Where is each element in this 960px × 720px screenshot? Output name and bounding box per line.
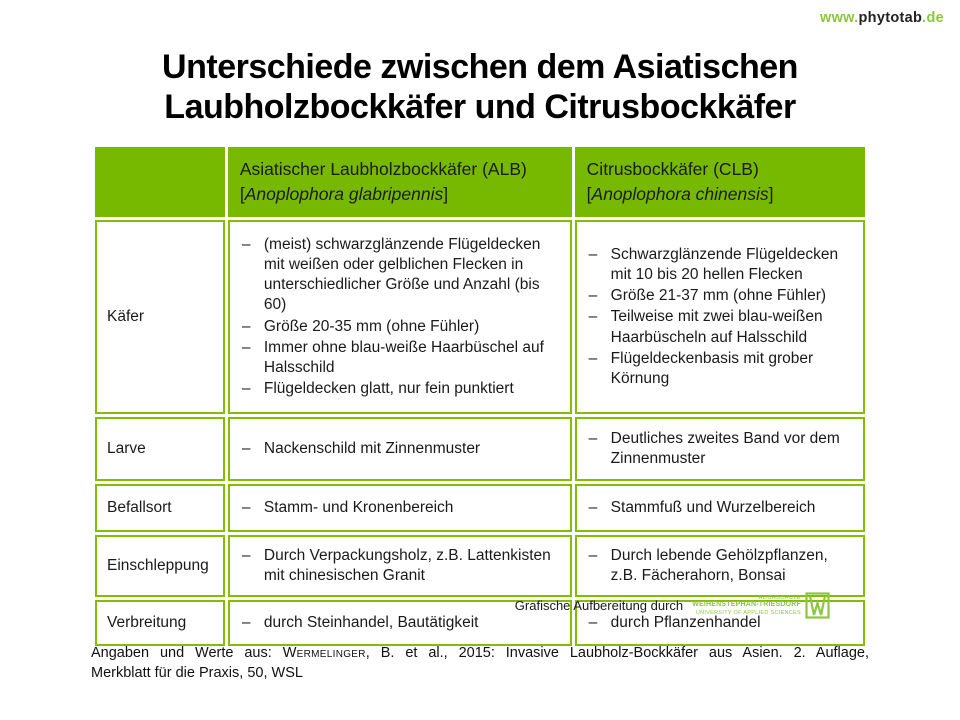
alb-title: Asiatischer Laubholzbockkäfer (ALB) <box>239 159 527 180</box>
list-item: – Nackenschild mit Zinnenmuster <box>238 439 562 459</box>
dash-bullet: – <box>588 349 598 367</box>
comparison-table <box>92 144 868 649</box>
row-label-kaefer: Käfer <box>95 220 225 414</box>
row-label-befallsort: Befallsort <box>95 484 225 532</box>
credit-text: Grafische Aufbereitung durch <box>514 598 684 613</box>
page-title <box>0 47 960 127</box>
table-row-larve <box>95 417 865 481</box>
hswt-logo-line3: UNIVERSITY OF APPLIED SCIENCES <box>695 609 801 616</box>
kaefer-clb-cell <box>575 220 865 414</box>
hswt-logo-line2: WEIHENSTEPHAN-TRIESDORF <box>692 601 801 609</box>
page-title-line2: Laubholzbockkäfer und Citrusbockkäfer <box>164 88 796 126</box>
table-row-befallsort <box>95 484 865 532</box>
hswt-logo <box>692 592 830 619</box>
dash-bullet: – <box>588 498 598 516</box>
site-url-link[interactable] <box>820 10 944 26</box>
list-item: – (meist) schwarzglänzende Flügeldecken mit weißen oder gelblichen Flecken in unterschiedlicher Größe und Anzahl (bis 60) <box>238 235 562 316</box>
larve-clb-cell <box>575 417 865 481</box>
dash-bullet: – <box>588 613 598 631</box>
hswt-logo-line1: HOCHSCHULE <box>758 594 801 601</box>
citation-prefix: Angaben und Werte aus: <box>91 645 283 661</box>
row-label-einschleppung: Einschleppung <box>95 535 225 597</box>
clb-species: Anoplophora chinensis <box>591 184 769 204</box>
url-name: phytotab <box>858 10 923 26</box>
hswt-w-icon <box>805 592 830 619</box>
citation-line1 <box>91 643 869 663</box>
list-item: – Flügeldeckenbasis mit grober Körnung <box>585 349 855 389</box>
list-item: – Größe 20-35 mm (ohne Fühler) <box>238 317 562 337</box>
citation-author: Wermelinger <box>282 645 366 661</box>
dash-bullet: – <box>241 379 251 397</box>
hswt-logo-text <box>692 595 801 617</box>
dash-bullet: – <box>588 546 598 564</box>
list-item: – Stamm- und Kronenbereich <box>238 498 562 518</box>
header-alb-cell <box>228 147 572 217</box>
page-title-line1: Unterschiede zwischen dem Asiatischen <box>162 48 798 86</box>
befallsort-alb-cell <box>228 484 572 532</box>
alb-species: Anoplophora glabripennis <box>244 184 444 204</box>
citation-rest: , B. et al., 2015: Invasive Laubholz-Bockkäfer aus Asien. 2. Auflage, <box>365 645 869 661</box>
table-row-kaefer <box>95 220 865 414</box>
einschleppung-clb-cell <box>575 535 865 597</box>
dash-bullet: – <box>241 235 251 253</box>
clb-title: Citrusbockkäfer (CLB) <box>586 159 759 180</box>
dash-bullet: – <box>588 246 598 263</box>
list-item: – Teilweise mit zwei blau-weißen Haarbüscheln auf Halsschild <box>585 307 855 347</box>
table-header-row <box>95 147 865 217</box>
kaefer-alb-cell <box>228 220 572 414</box>
list-item: – Durch lebende Gehölzpflanzen, z.B. Fächerahorn, Bonsai <box>585 546 855 586</box>
list-item: – Flügeldecken glatt, nur fein punktiert <box>238 379 562 399</box>
dash-bullet: – <box>241 498 251 516</box>
header-clb-cell <box>575 147 865 217</box>
list-item: – Schwarzglänzende Flügeldecken mit 10 bis 20 hellen Flecken <box>585 245 855 285</box>
clb-species-line: [Anoplophora chinensis] <box>586 184 774 204</box>
credit-row <box>515 592 830 619</box>
list-item: – Deutliches zweites Band vor dem Zinnenmuster <box>585 429 855 469</box>
dash-bullet: – <box>241 338 251 356</box>
list-item: – durch Steinhandel, Bautätigkeit <box>238 613 562 633</box>
dash-bullet: – <box>241 613 251 631</box>
row-label-verbreitung: Verbreitung <box>95 600 225 646</box>
header-empty-cell <box>95 147 225 217</box>
dash-bullet: – <box>241 546 251 564</box>
befallsort-clb-cell <box>575 484 865 532</box>
einschleppung-alb-cell <box>228 535 572 597</box>
list-item: – Größe 21-37 mm (ohne Fühler) <box>585 286 855 306</box>
citation <box>91 643 869 683</box>
url-www: www. <box>819 10 859 26</box>
list-item: – durch Pflanzenhandel <box>585 613 855 633</box>
table-row-einschleppung <box>95 535 865 597</box>
url-tld: .de <box>922 10 944 26</box>
larve-alb-cell <box>228 417 572 481</box>
citation-line2: Merkblatt für die Praxis, 50, WSL <box>91 665 303 681</box>
dash-bullet: – <box>588 429 598 447</box>
dash-bullet: – <box>588 287 598 305</box>
list-item: – Immer ohne blau-weiße Haarbüschel auf Halsschild <box>238 338 562 378</box>
alb-species-line: [Anoplophora glabripennis] <box>239 184 449 204</box>
dash-bullet: – <box>241 317 251 335</box>
dash-bullet: – <box>588 308 598 326</box>
list-item: – Stammfuß und Wurzelbereich <box>585 498 855 518</box>
list-item: – Durch Verpackungsholz, z.B. Lattenkisten mit chinesischen Granit <box>238 546 562 586</box>
dash-bullet: – <box>241 439 251 457</box>
row-label-larve: Larve <box>95 417 225 481</box>
